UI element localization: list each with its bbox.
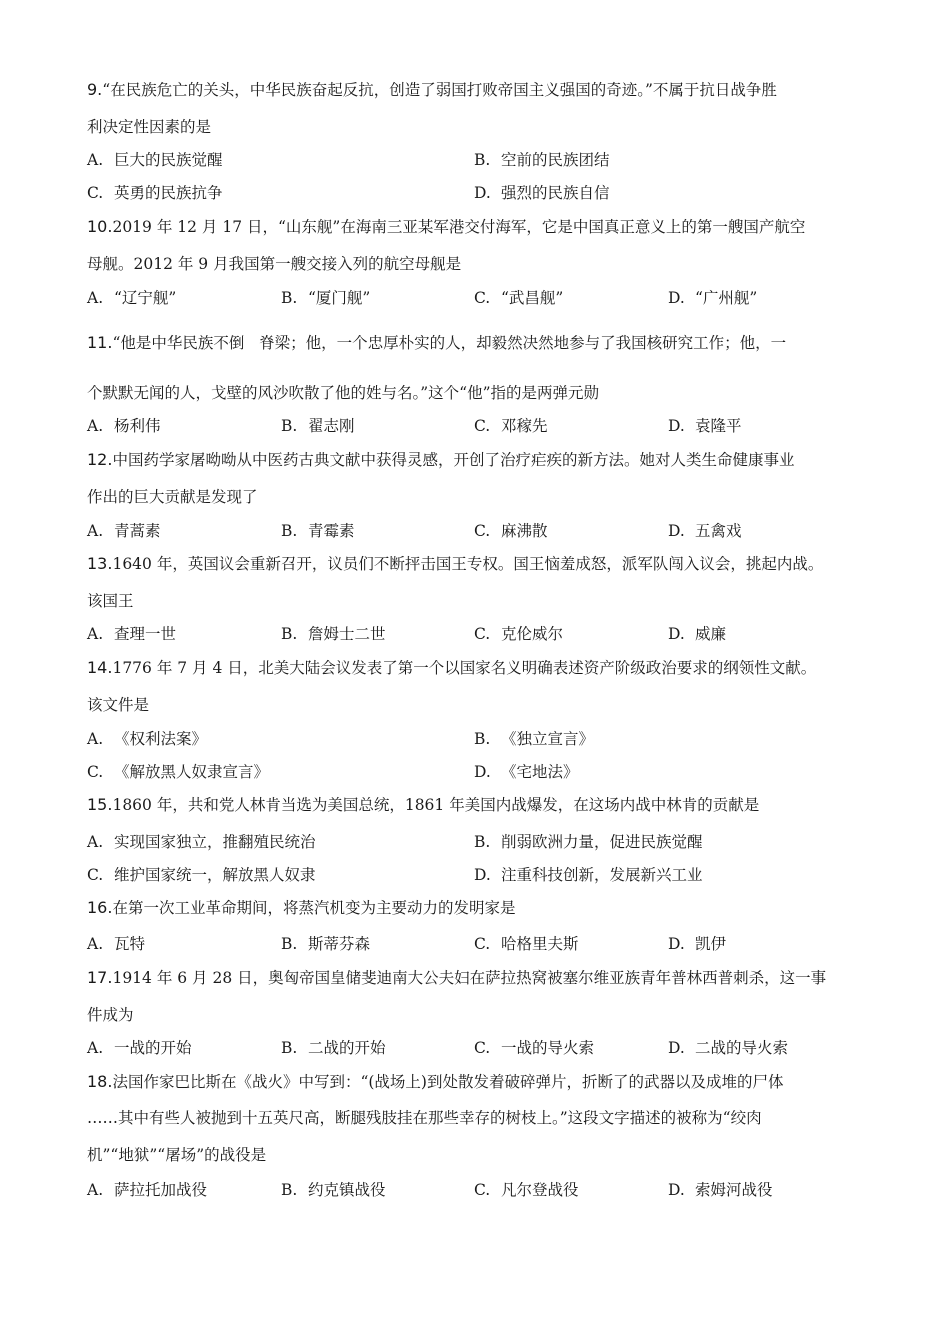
question-11-option-b[interactable]: B. 翟志刚 xyxy=(281,417,355,435)
question-16-option-d[interactable]: D. 凯伊 xyxy=(668,935,727,953)
question-10-option-b[interactable]: B. “厦门舰” xyxy=(281,289,371,307)
question-18-stem-line-2: ……其中有些人被抛到十五英尺高，断腿残肢挂在那些幸存的树枝上。”这段文字描述的被称为“绞肉 xyxy=(87,1109,762,1127)
question-15-option-d[interactable]: D. 注重科技创新，发展新兴工业 xyxy=(474,866,703,884)
question-9-option-d[interactable]: D. 强烈的民族自信 xyxy=(474,184,610,202)
question-16-option-b[interactable]: B. 斯蒂芬森 xyxy=(281,935,371,953)
question-12-stem-line-2: 作出的巨大贡献是发现了 xyxy=(87,488,258,506)
question-13-stem-line-1: 13.1640 年，英国议会重新召开，议员们不断抨击国王专权。国王恼羞成怒，派军队闯入议会，挑起内战。 xyxy=(87,554,824,573)
question-11-stem-line-1: 11.“他是中华民族不倒 脊梁；他，一个忠厚朴实的人，却毅然决然地参与了我国核研究工作；他，一 xyxy=(87,333,787,352)
question-12-option-c[interactable]: C. 麻沸散 xyxy=(474,522,548,540)
question-9-option-c[interactable]: C. 英勇的民族抗争 xyxy=(87,184,223,202)
question-14-stem-line-2: 该文件是 xyxy=(87,696,150,714)
question-17-stem-line-2: 件成为 xyxy=(87,1006,134,1024)
question-13-option-b[interactable]: B. 詹姆士二世 xyxy=(281,625,386,643)
question-11-option-d[interactable]: D. 袁隆平 xyxy=(668,417,742,435)
question-9-option-a[interactable]: A. 巨大的民族觉醒 xyxy=(87,151,223,169)
question-17-option-a[interactable]: A. 一战的开始 xyxy=(87,1039,192,1057)
question-13-option-d[interactable]: D. 威廉 xyxy=(668,625,727,643)
question-14-option-b[interactable]: B. 《独立宣言》 xyxy=(474,730,595,748)
question-10-stem-line-1: 10.2019 年 12 月 17 日，“山东舰”在海南三亚某军港交付海军，它是中国真正意义上的第一艘国产航空 xyxy=(87,217,806,236)
question-10-option-d[interactable]: D. “广州舰” xyxy=(668,289,758,307)
question-18-option-c[interactable]: C. 凡尔登战役 xyxy=(474,1181,579,1199)
question-11-option-c[interactable]: C. 邓稼先 xyxy=(474,417,548,435)
question-13-option-a[interactable]: A. 查理一世 xyxy=(87,625,177,643)
question-9-option-b[interactable]: B. 空前的民族团结 xyxy=(474,151,610,169)
question-14-option-c[interactable]: C. 《解放黑人奴隶宣言》 xyxy=(87,763,270,781)
question-13-stem-line-2: 该国王 xyxy=(87,592,134,610)
question-15-option-b[interactable]: B. 削弱欧洲力量，促进民族觉醒 xyxy=(474,833,703,851)
question-12-option-d[interactable]: D. 五禽戏 xyxy=(668,522,742,540)
question-17-option-b[interactable]: B. 二战的开始 xyxy=(281,1039,386,1057)
question-15-stem-line-1: 15.1860 年，共和党人林肯当选为美国总统，1861 年美国内战爆发，在这场内战中林肯的贡献是 xyxy=(87,795,760,814)
question-18-option-b[interactable]: B. 约克镇战役 xyxy=(281,1181,386,1199)
question-15-option-c[interactable]: C. 维护国家统一，解放黑人奴隶 xyxy=(87,866,316,884)
question-12-option-a[interactable]: A. 青蒿素 xyxy=(87,522,161,540)
question-9-stem-line-2: 利决定性因素的是 xyxy=(87,118,212,136)
question-18-stem-line-1: 18.法国作家巴比斯在《战火》中写到：“(战场上)到处散发着破碎弹片，折断了的武器以及成堆的尸体 xyxy=(87,1072,784,1091)
question-16-stem-line-1: 16.在第一次工业革命期间，将蒸汽机变为主要动力的发明家是 xyxy=(87,898,516,917)
question-15-option-a[interactable]: A. 实现国家独立，推翻殖民统治 xyxy=(87,833,316,851)
question-10-stem-line-2: 母舰。2012 年 9 月我国第一艘交接入列的航空母舰是 xyxy=(87,255,462,273)
question-18-option-a[interactable]: A. 萨拉托加战役 xyxy=(87,1181,208,1199)
question-11-stem-line-2: 个默默无闻的人，戈壁的风沙吹散了他的姓与名。”这个“他”指的是两弹元勋 xyxy=(87,384,600,402)
question-16-option-c[interactable]: C. 哈格里夫斯 xyxy=(474,935,579,953)
question-12-option-b[interactable]: B. 青霉素 xyxy=(281,522,355,540)
question-16-option-a[interactable]: A. 瓦特 xyxy=(87,935,146,953)
question-14-option-a[interactable]: A. 《权利法案》 xyxy=(87,730,208,748)
question-10-option-c[interactable]: C. “武昌舰” xyxy=(474,289,564,307)
question-17-stem-line-1: 17.1914 年 6 月 28 日，奥匈帝国皇储斐迪南大公夫妇在萨拉热窝被塞尔维亚族青年普林西普刺杀，这一事 xyxy=(87,968,827,987)
question-10-option-a[interactable]: A. “辽宁舰” xyxy=(87,289,177,307)
question-12-stem-line-1: 12.中国药学家屠呦呦从中医药古典文献中获得灵感，开创了治疗疟疾的新方法。她对人类生命健康事业 xyxy=(87,450,795,469)
question-18-option-d[interactable]: D. 索姆河战役 xyxy=(668,1181,773,1199)
question-14-option-d[interactable]: D. 《宅地法》 xyxy=(474,763,579,781)
question-18-stem-line-3: 机”“地狱”“屠场”的战役是 xyxy=(87,1146,267,1164)
question-14-stem-line-1: 14.1776 年 7 月 4 日，北美大陆会议发表了第一个以国家名义明确表述资产阶级政治要求的纲领性文献。 xyxy=(87,658,817,677)
question-9-stem-line-1: 9.“在民族危亡的关头，中华民族奋起反抗，创造了弱国打败帝国主义强国的奇迹。”不属于抗日战争胜 xyxy=(87,80,777,99)
question-13-option-c[interactable]: C. 克伦威尔 xyxy=(474,625,564,643)
question-17-option-d[interactable]: D. 二战的导火索 xyxy=(668,1039,789,1057)
question-17-option-c[interactable]: C. 一战的导火索 xyxy=(474,1039,595,1057)
question-11-option-a[interactable]: A. 杨利伟 xyxy=(87,417,161,435)
